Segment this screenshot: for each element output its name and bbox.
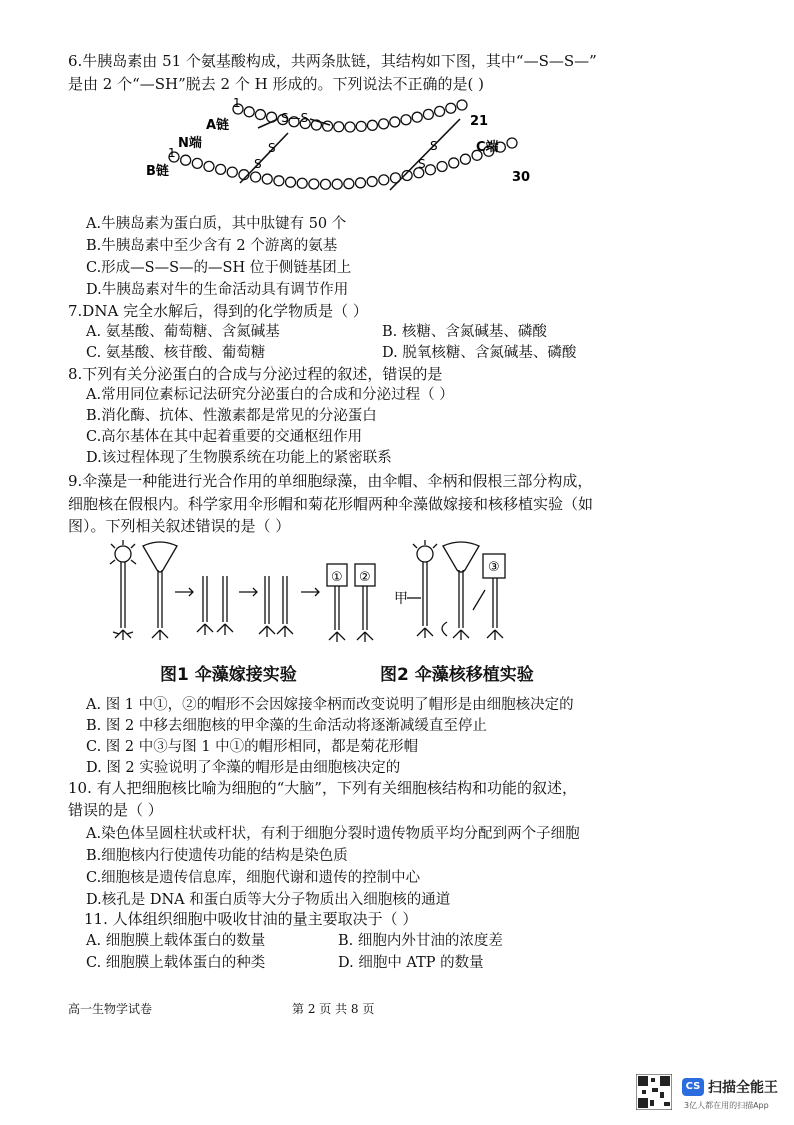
b-chain-residue xyxy=(425,165,435,175)
s-label-1: S xyxy=(268,141,276,155)
q10-option-d: D.核孔是 DNA 和蛋白质等大分子物质出入细胞核的通道 xyxy=(86,892,451,908)
figure2-caption: 图2 伞藻核移植实验 xyxy=(380,665,534,685)
q7-option-d: D. 脱氧核糖、含氮碱基、磷酸 xyxy=(382,345,577,361)
a-chain-end-number: 21 xyxy=(470,114,489,129)
qr-code-icon xyxy=(636,1074,672,1110)
figure1-caption: 图1 伞藻嫁接实验 xyxy=(160,665,297,685)
b-chain-residue xyxy=(286,177,296,187)
a-chain-residue xyxy=(367,120,377,130)
a-chain-residue xyxy=(390,117,400,127)
b-chain-residue xyxy=(216,164,226,174)
b-chain-residue xyxy=(321,179,331,189)
footer-page-number: 第 2 页 共 8 页 xyxy=(292,1002,375,1016)
q11-option-c: C. 细胞膜上载体蛋白的种类 xyxy=(86,955,266,971)
a-chain-label: A链 xyxy=(206,118,230,133)
q9-stem-line2: 细胞核在假根内。科学家用伞形帽和菊花形帽两种伞藻做嫁接和核移植实验（如 xyxy=(68,495,594,513)
a-chain-residue xyxy=(423,109,433,119)
a-chain-residue xyxy=(457,100,467,110)
q9-option-b: B. 图 2 中移去细胞核的甲伞藻的生命活动将逐渐减缓直至停止 xyxy=(86,718,487,734)
b-chain-residue xyxy=(449,158,459,168)
q11-stem: 11. 人体组织细胞中吸收甘油的量主要取决于（ ） xyxy=(84,910,418,928)
s-label-4: S xyxy=(418,157,426,171)
b-chain-residue xyxy=(367,177,377,187)
q7-option-b: B. 核糖、含氮碱基、磷酸 xyxy=(382,324,547,340)
a-chain-residue xyxy=(244,107,254,117)
a-chain-residue xyxy=(255,110,265,120)
q7-option-c: C. 氨基酸、核苷酸、葡萄糖 xyxy=(86,345,266,361)
a-chain-residue xyxy=(345,122,355,132)
q10-option-b: B.细胞核内行使遗传功能的结构是染色质 xyxy=(86,848,348,864)
q9-option-d: D. 图 2 实验说明了伞藻的帽形是由细胞核决定的 xyxy=(86,760,401,776)
c-end-label: C端 xyxy=(476,140,499,155)
b-chain-beads xyxy=(169,138,517,189)
acetabularia-experiment-figure xyxy=(105,540,575,652)
a-chain-beads xyxy=(233,100,467,132)
b-chain-residue xyxy=(379,175,389,185)
q8-option-c: C.高尔基体在其中起着重要的交通枢纽作用 xyxy=(86,429,363,445)
q10-option-a: A.染色体呈圆柱状或杆状，有利于细胞分裂时遗传物质平均分配到两个子细胞 xyxy=(86,826,580,842)
s-label-3: S xyxy=(430,139,438,153)
q8-option-a: A.常用同位素标记法研究分泌蛋白的合成和分泌过程（ ） xyxy=(86,387,454,403)
q11-option-a: A. 细胞膜上载体蛋白的数量 xyxy=(86,933,266,949)
b-chain-label: B链 xyxy=(146,164,169,179)
b-chain-residue xyxy=(332,179,342,189)
b-chain-end-number: 30 xyxy=(512,170,531,185)
umbrella-cap-alga-fig2 xyxy=(443,542,479,640)
b-chain-residue xyxy=(204,161,214,171)
b-chain-residue xyxy=(297,178,307,188)
b-chain-residue xyxy=(251,172,261,182)
q6-option-d: D.牛胰岛素对牛的生命活动具有调节作用 xyxy=(86,282,349,298)
b-chain-residue xyxy=(507,138,517,148)
q8-stem: 8.下列有关分泌蛋白的合成与分泌过程的叙述，错误的是 xyxy=(68,365,443,383)
q6-stem-line2: 是由 2 个“—SH”脱去 2 个 H 形成的。下列说法不正确的是( ) xyxy=(68,75,484,93)
q6-option-a: A.牛胰岛素为蛋白质，其中肽键有 50 个 xyxy=(86,216,347,232)
scanner-app-tagline: 3亿人都在用的扫描App xyxy=(684,1101,769,1110)
label-jia: 甲 xyxy=(394,591,408,607)
q11-option-b: B. 细胞内外甘油的浓度差 xyxy=(338,933,503,949)
result-box-1: ① xyxy=(331,570,343,585)
q6-stem-line1: 6.牛胰岛素由 51 个氨基酸构成，共两条肽链，其结构如下图，其中“—S—S—” xyxy=(68,52,597,70)
umbrella-cap-alga xyxy=(143,542,177,640)
q9-option-c: C. 图 2 中③与图 1 中①的帽形相同，都是菊花形帽 xyxy=(86,739,419,755)
scanner-logo-badge: CS xyxy=(682,1078,704,1096)
a-chain-residue xyxy=(401,115,411,125)
b-chain-residue xyxy=(460,154,470,164)
q9-stem-line3: 图）。下列相关叙述错误的是（ ） xyxy=(68,517,291,535)
b-chain-start-number: 1 xyxy=(168,146,176,160)
b-chain-residue xyxy=(437,161,447,171)
b-chain-residue xyxy=(309,179,319,189)
flower-cap-alga-fig2 xyxy=(413,540,437,638)
b-chain-residue xyxy=(227,167,237,177)
result-box-2: ② xyxy=(359,570,371,585)
a-chain-residue xyxy=(446,103,456,113)
q11-option-d: D. 细胞中 ATP 的数量 xyxy=(338,955,484,971)
insulin-structure-diagram xyxy=(140,95,560,205)
q9-option-a: A. 图 1 中①，②的帽形不会因嫁接伞柄而改变说明了帽形是由细胞核决定的 xyxy=(86,697,574,713)
q6-option-c: C.形成—S—S—的—SH 位于侧链基团上 xyxy=(86,260,352,276)
n-end-label: N端 xyxy=(178,136,202,151)
b-chain-residue xyxy=(181,155,191,165)
scanner-app-name: 扫描全能王 xyxy=(708,1080,778,1096)
flower-cap-alga xyxy=(110,540,136,640)
q10-option-c: C.细胞核是遗传信息库，细胞代谢和遗传的控制中心 xyxy=(86,870,421,886)
b-chain-residue xyxy=(192,158,202,168)
b-chain-residue xyxy=(274,176,284,186)
q6-option-b: B.牛胰岛素中至少含有 2 个游离的氨基 xyxy=(86,238,338,254)
footer-exam-title: 高一生物学试卷 xyxy=(68,1002,153,1016)
b-chain-residue xyxy=(344,179,354,189)
b-chain-residue xyxy=(355,178,365,188)
a-chain-residue xyxy=(435,106,445,116)
b-chain-residue xyxy=(262,174,272,184)
q7-stem: 7.DNA 完全水解后，得到的化学物质是（ ） xyxy=(68,302,368,320)
a-chain-start-number: 1 xyxy=(233,96,241,110)
result-box-3: ③ xyxy=(488,560,500,575)
q10-stem-line2: 错误的是（ ） xyxy=(68,801,163,819)
ss-label: S—S xyxy=(281,111,309,125)
a-chain-residue xyxy=(412,112,422,122)
a-chain-residue xyxy=(379,119,389,129)
a-chain-residue xyxy=(334,122,344,132)
q8-option-d: D.该过程体现了生物膜系统在功能上的紧密联系 xyxy=(86,450,392,466)
q10-stem-line1: 10. 有人把细胞核比喻为细胞的“大脑”，下列有关细胞核结构和功能的叙述， xyxy=(68,779,577,797)
a-chain-residue xyxy=(356,121,366,131)
q9-stem-line1: 9.伞藻是一种能进行光合作用的单细胞绿藻，由伞帽、伞柄和假根三部分构成， xyxy=(68,472,593,490)
s-label-2: S xyxy=(254,157,262,171)
q8-option-b: B.消化酶、抗体、性激素都是常见的分泌蛋白 xyxy=(86,408,377,424)
q7-option-a: A. 氨基酸、葡萄糖、含氮碱基 xyxy=(86,324,280,340)
